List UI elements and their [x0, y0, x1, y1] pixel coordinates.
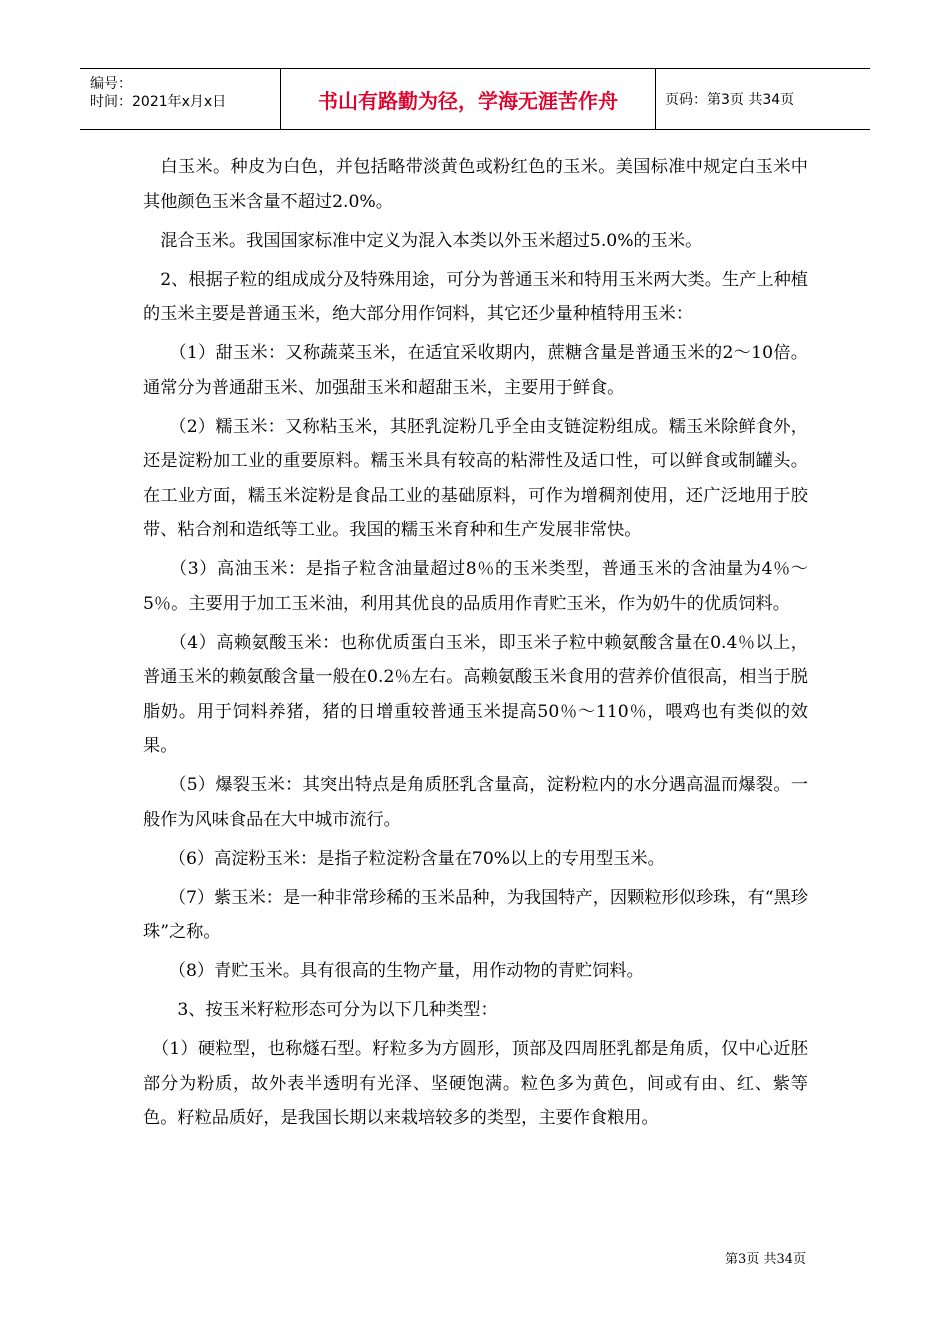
paragraph: 白玉米。种皮为白色，并包括略带淡黄色或粉红色的玉米。美国标准中规定白玉米中其他颜色玉米含量不超过2.0%。 [143, 157, 808, 212]
page-footer: 第3页 共34页 [725, 1252, 806, 1267]
paragraph: （6）高淀粉玉米：是指子粒淀粉含量在70%以上的专用型玉米。 [143, 848, 665, 869]
paragraph: （8）青贮玉米。具有很高的生物产量，用作动物的青贮饲料。 [143, 961, 644, 981]
paragraph: （5）爆裂玉米：其突出特点是角质胚乳含量高，淀粉粒内的水分遇高温而爆裂。一般作为风味食品在大中城市流行。 [143, 775, 808, 830]
document-body [143, 150, 808, 1140]
page-header [80, 68, 870, 130]
paragraph: 混合玉米。我国国家标准中定义为混入本类以外玉米超过5.0%的玉米。 [143, 230, 703, 251]
time-label: 时间：2021年x月x日 [90, 94, 227, 110]
paragraph: 3、按玉米籽粒形态可分为以下几种类型： [143, 1000, 498, 1020]
code-label: 编号： [90, 76, 132, 92]
paragraph: 2、根据子粒的组成成分及特殊用途，可分为普通玉米和特用玉米两大类。生产上种植的玉米主要是普通玉米，绝大部分用作饲料，其它还少量种植特用玉米： [143, 269, 808, 324]
paragraph: （4）高赖氨酸玉米：也称优质蛋白玉米，即玉米子粒中赖氨酸含量在0.4％以上，普通玉米的赖氨酸含量一般在0.2％左右。高赖氨酸玉米食用的营养价值很高，相当于脱脂奶。用于饲料养猪，猪的日增重较普通玉米提高50％～110％，喂鸡也有类似的效果。 [143, 632, 808, 756]
header-page-number: 页码：第3页 共34页 [665, 92, 795, 108]
header-motto: 书山有路勤为径，学海无涯苦作舟 [280, 69, 656, 129]
paragraph: （1）硬粒型，也称燧石型。籽粒多为方圆形，顶部及四周胚乳都是角质，仅中心近胚部分为粉质，故外表半透明有光泽、坚硬饱满。粒色多为黄色，间或有由、红、紫等色。籽粒品质好，是我国长期以来栽培较多的类型，主要作食粮用。 [143, 1039, 808, 1128]
header-meta [80, 69, 280, 129]
paragraph: （2）糯玉米：又称粘玉米，其胚乳淀粉几乎全由支链淀粉组成。糯玉米除鲜食外，还是淀粉加工业的重要原料。糯玉米具有较高的粘滞性及适口性，可以鲜食或制罐头。在工业方面，糯玉米淀粉是食品工业的基础原料，可作为增稠剂使用，还广泛地用于胶带、粘合剂和造纸等工业。我国的糯玉米育种和生产发展非常快。 [143, 416, 808, 540]
paragraph: （3）高油玉米：是指子粒含油量超过8％的玉米类型，普通玉米的含油量为4％～5％。主要用于加工玉米油，利用其优良的品质用作青贮玉米，作为奶牛的优质饲料。 [143, 559, 808, 614]
paragraph: （1）甜玉米：又称蔬菜玉米，在适宜采收期内，蔗糖含量是普通玉米的2～10倍。通常分为普通甜玉米、加强甜玉米和超甜玉米，主要用于鲜食。 [143, 343, 808, 398]
paragraph: （7）紫玉米：是一种非常珍稀的玉米品种，为我国特产，因颗粒形似珍珠，有“黑珍珠”之称。 [143, 887, 808, 942]
